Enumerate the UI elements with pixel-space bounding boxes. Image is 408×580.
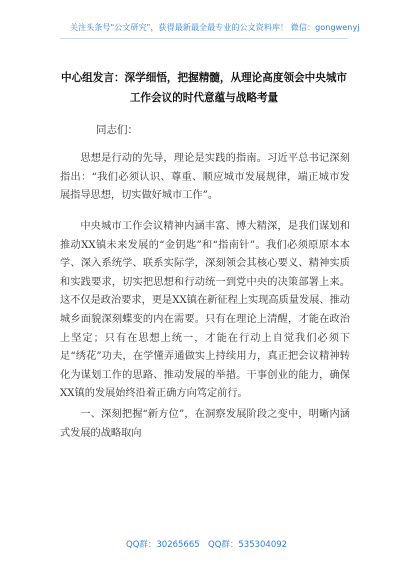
- footer-qq-group-1: QQ群：30265665: [126, 540, 200, 550]
- document-title: 中心组发言：深学细悟，把握精髓，从理论高度领会中央城市工作会议的时代意蕴与战略考量: [60, 72, 348, 104]
- paragraph-2: 中央城市工作会议精神内涵丰富、博大精深，是我们谋划和推动XX镇未来发展的“金钥匙”和“指南针”。我们必须原原本本学、深入系统学、联系实际学，深刻领会其核心要义、精神实质和实践要求，切实把思想和行动统一到党中央的决策部署上来。这不仅是政治要求，更是XX镇在新征程上实现高质量发展、推动城乡面貌深刻蝶变的内在需要。只有在理论上清醒，才能在政治上坚定；只有在思想上统一，才能在行动上自觉我们必须下足“绣花”功夫，在学懂弄通做实上持续用力，真正把会议精神转化为谋划工作的思路、推动发展的举措。干事创业的能力，确保XX镇的发展始终沿着正确方向笃定前行。: [60, 221, 350, 400]
- page-header: 关注头条号"公文研究"，获得最新最全最专业的公文资料库！ 微信：gongwenyj: [70, 23, 360, 32]
- section-heading-1: 一、深刻把握“新方位”，在洞察发展阶段之变中，明晰内涵式发展的战略取向: [60, 409, 350, 439]
- header-divider: [60, 38, 348, 39]
- footer-qq-group-2: QQ群：535304092: [208, 540, 288, 550]
- paragraph-1: 思想是行动的先导，理论是实践的指南。习近平总书记深刻指出：“我们必须认识、尊重、顺应城市发展规律，端正城市发展指导思想，切实做好城市工作”。: [60, 153, 350, 202]
- salutation: 同志们：: [96, 124, 138, 136]
